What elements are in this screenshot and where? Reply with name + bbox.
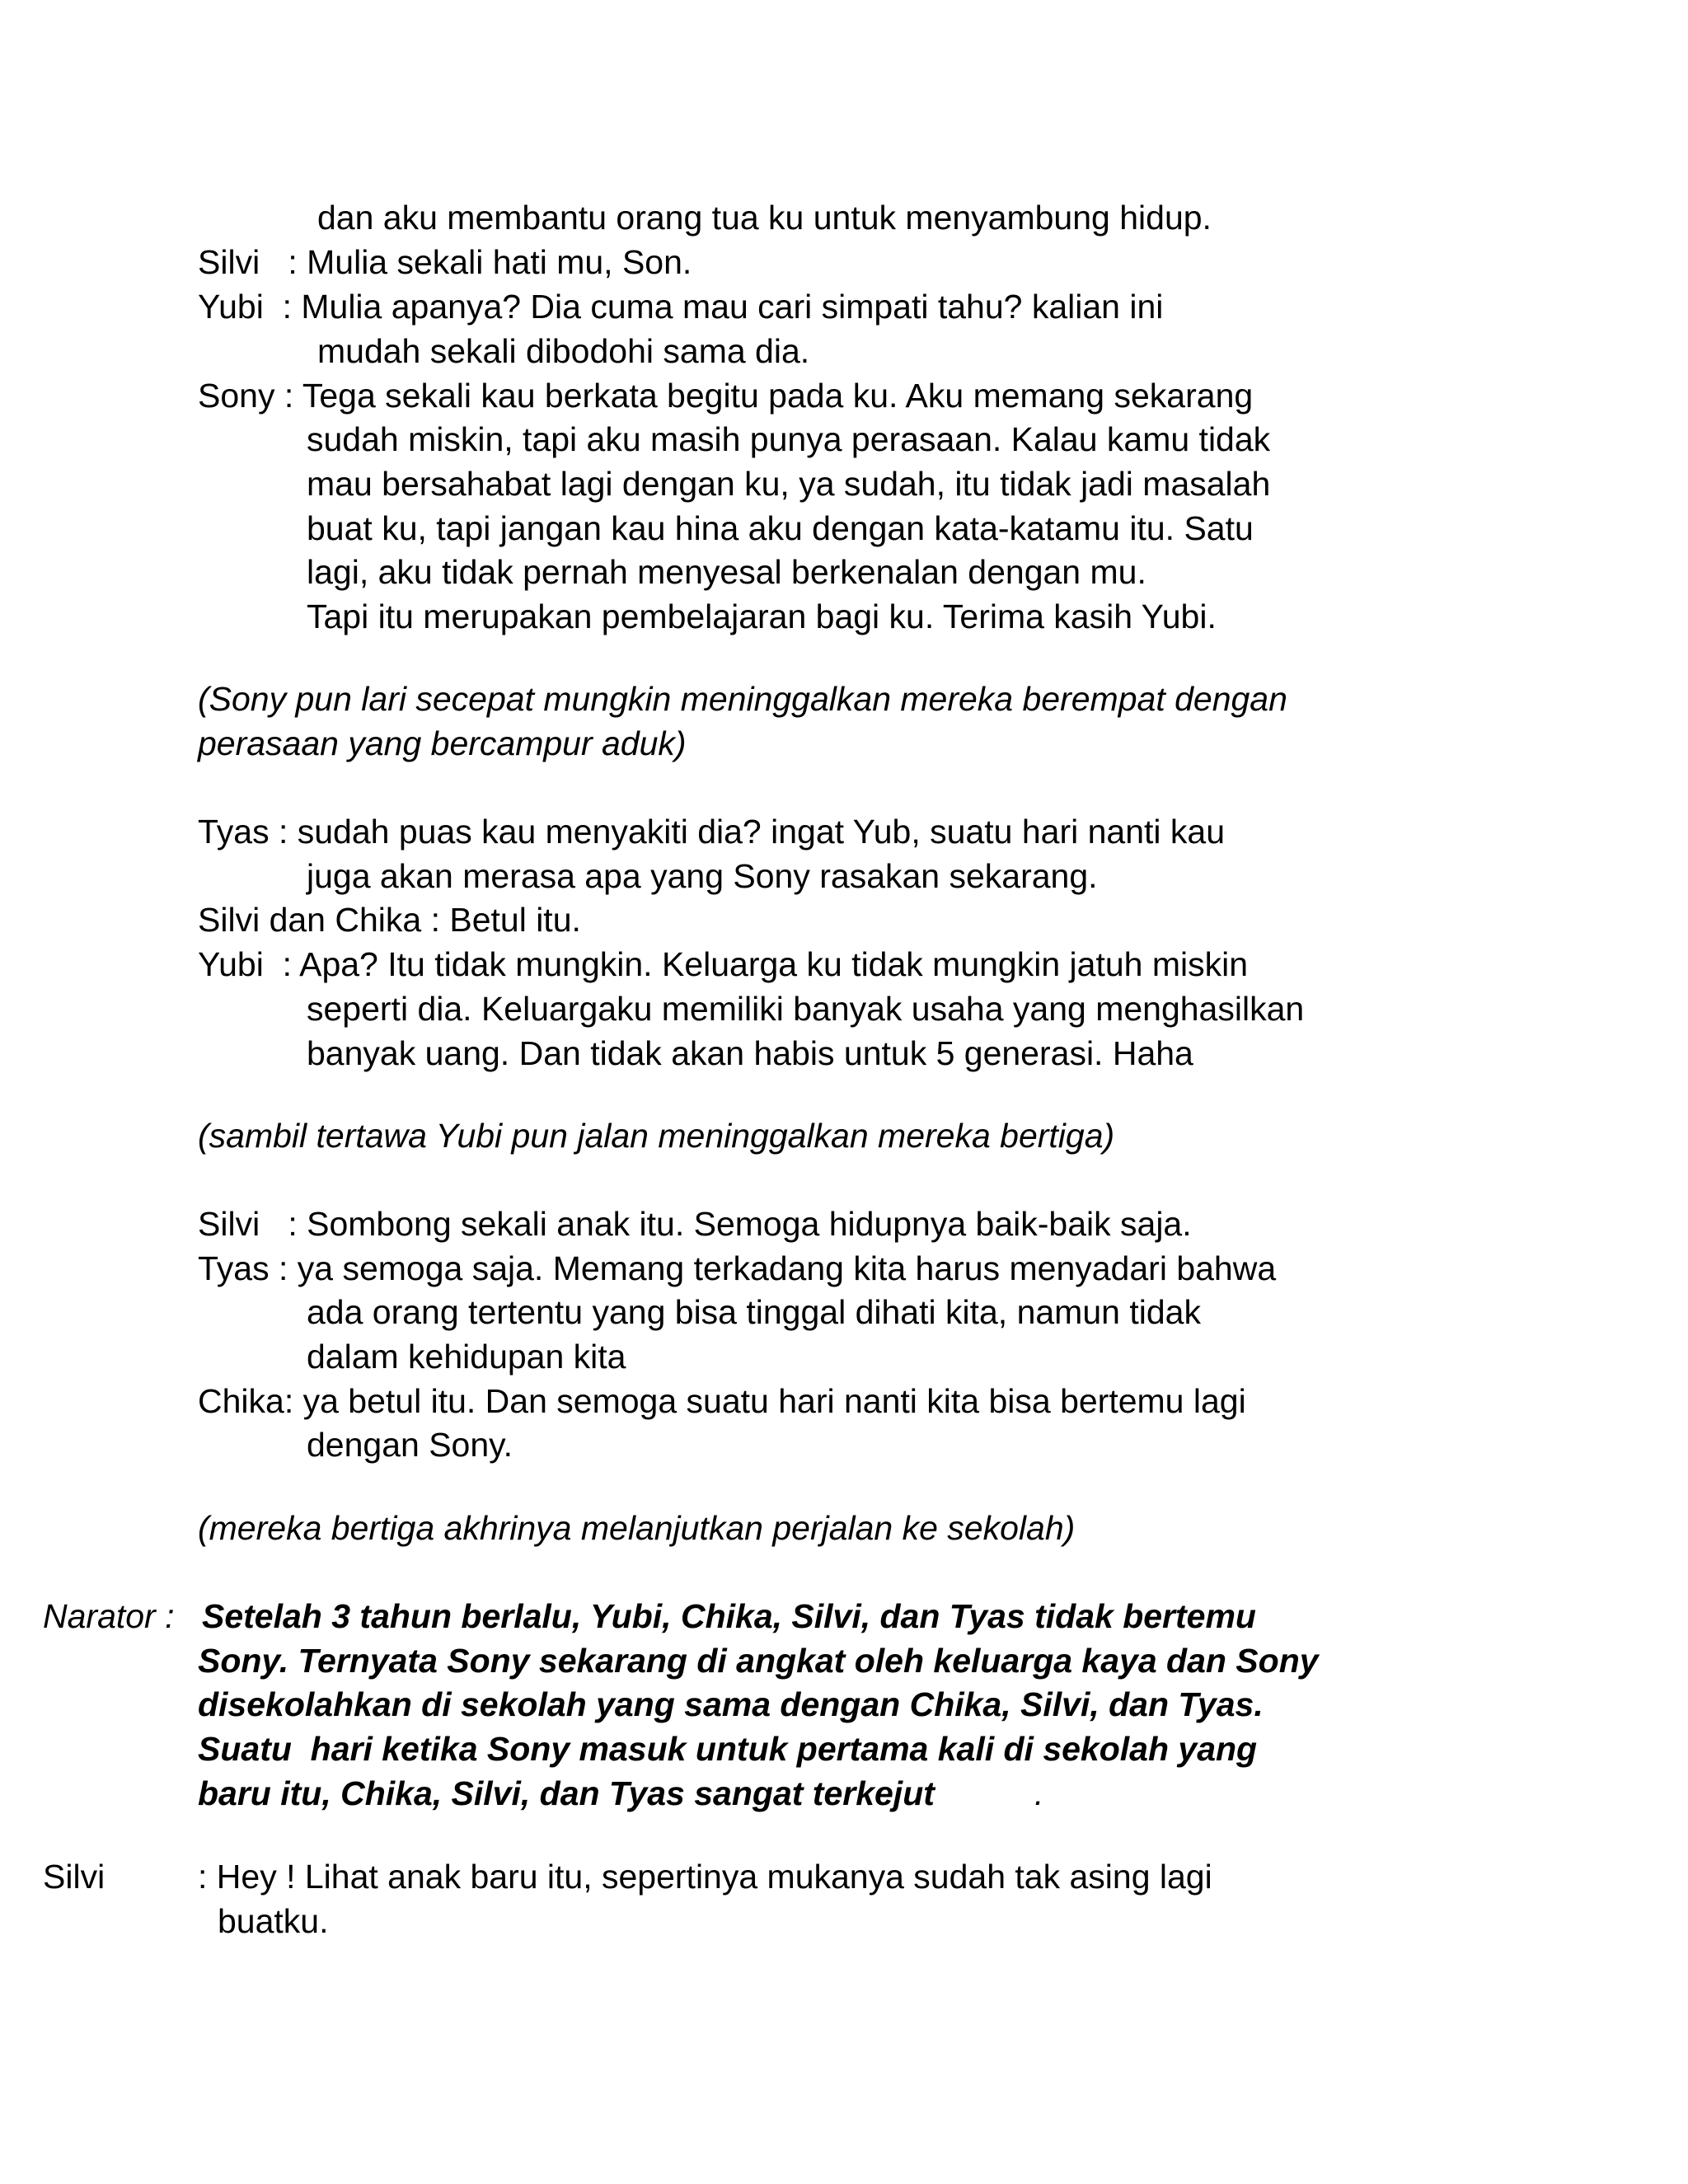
dialogue-line: ada orang tertentu yang bisa tinggal dihati kita, namun tidak <box>307 1293 1201 1331</box>
dialogue-line: Tyas : ya semoga saja. Memang terkadang kita harus menyadari bahwa <box>198 1249 1277 1287</box>
dialogue-line: mudah sekali dibodohi sama dia. <box>317 332 810 370</box>
dialogue-line: Chika: ya betul itu. Dan semoga suatu hari nanti kita bisa bertemu lagi <box>198 1382 1246 1420</box>
stage-direction: perasaan yang bercampur aduk) <box>198 724 687 762</box>
dialogue-line: banyak uang. Dan tidak akan habis untuk 5 generasi. Haha <box>307 1034 1193 1072</box>
stage-direction: (sambil tertawa Yubi pun jalan meninggalkan mereka bertiga) <box>198 1117 1115 1155</box>
dialogue-line: Silvi dan Chika : Betul itu. <box>198 901 581 939</box>
dialogue-line: juga akan merasa apa yang Sony rasakan sekarang. <box>307 857 1098 895</box>
dialogue-line: sudah miskin, tapi aku masih punya perasaan. Kalau kamu tidak <box>307 420 1271 458</box>
dialogue-line: seperti dia. Keluargaku memiliki banyak usaha yang menghasilkan <box>307 990 1305 1028</box>
dialogue-line: lagi, aku tidak pernah menyesal berkenalan dengan mu. <box>307 553 1146 591</box>
dialogue-line: buatku. <box>218 1902 329 1940</box>
stage-direction: (mereka bertiga akhrinya melanjutkan perjalan ke sekolah) <box>198 1509 1076 1547</box>
narration-line: Setelah 3 tahun berlalu, Yubi, Chika, Silvi, dan Tyas tidak bertemu <box>202 1597 1256 1635</box>
dialogue-line: Tapi itu merupakan pembelajaran bagi ku. Terima kasih Yubi. <box>307 598 1217 635</box>
dialogue-line: dan aku membantu orang tua ku untuk menyambung hidup. <box>317 199 1212 237</box>
narration-period: . <box>1034 1774 1044 1812</box>
dialogue-line: Silvi : Sombong sekali anak itu. Semoga hidupnya baik-baik saja. <box>198 1205 1192 1243</box>
speaker-label: Silvi <box>43 1858 106 1896</box>
dialogue-line: Yubi : Apa? Itu tidak mungkin. Keluarga ku tidak mungkin jatuh miskin <box>198 945 1249 983</box>
dialogue-line: Silvi : Mulia sekali hati mu, Son. <box>198 243 692 281</box>
narration-line: baru itu, Chika, Silvi, dan Tyas sangat terkejut <box>198 1774 935 1812</box>
dialogue-line: dengan Sony. <box>307 1426 513 1464</box>
dialogue-line: mau bersahabat lagi dengan ku, ya sudah, itu tidak jadi masalah <box>307 465 1271 503</box>
narration-line: disekolahkan di sekolah yang sama dengan Chika, Silvi, dan Tyas. <box>198 1685 1264 1723</box>
stage-direction: (Sony pun lari secepat mungkin meninggalkan mereka berempat dengan <box>198 680 1287 718</box>
dialogue-line: dalam kehidupan kita <box>307 1338 626 1376</box>
dialogue-line: Sony : Tega sekali kau berkata begitu pada ku. Aku memang sekarang <box>198 377 1254 415</box>
narration-line: Sony. Ternyata Sony sekarang di angkat oleh keluarga kaya dan Sony <box>198 1642 1319 1680</box>
dialogue-line: Yubi : Mulia apanya? Dia cuma mau cari simpati tahu? kalian ini <box>198 288 1164 326</box>
dialogue-line: Tyas : sudah puas kau menyakiti dia? ingat Yub, suatu hari nanti kau <box>198 813 1225 851</box>
narrator-label: Narator : <box>43 1597 184 1635</box>
dialogue-line: buat ku, tapi jangan kau hina aku dengan kata-katamu itu. Satu <box>307 509 1254 547</box>
narration-line: Suatu hari ketika Sony masuk untuk pertama kali di sekolah yang <box>198 1730 1258 1768</box>
dialogue-line: : Hey ! Lihat anak baru itu, sepertinya mukanya sudah tak asing lagi <box>198 1858 1212 1896</box>
